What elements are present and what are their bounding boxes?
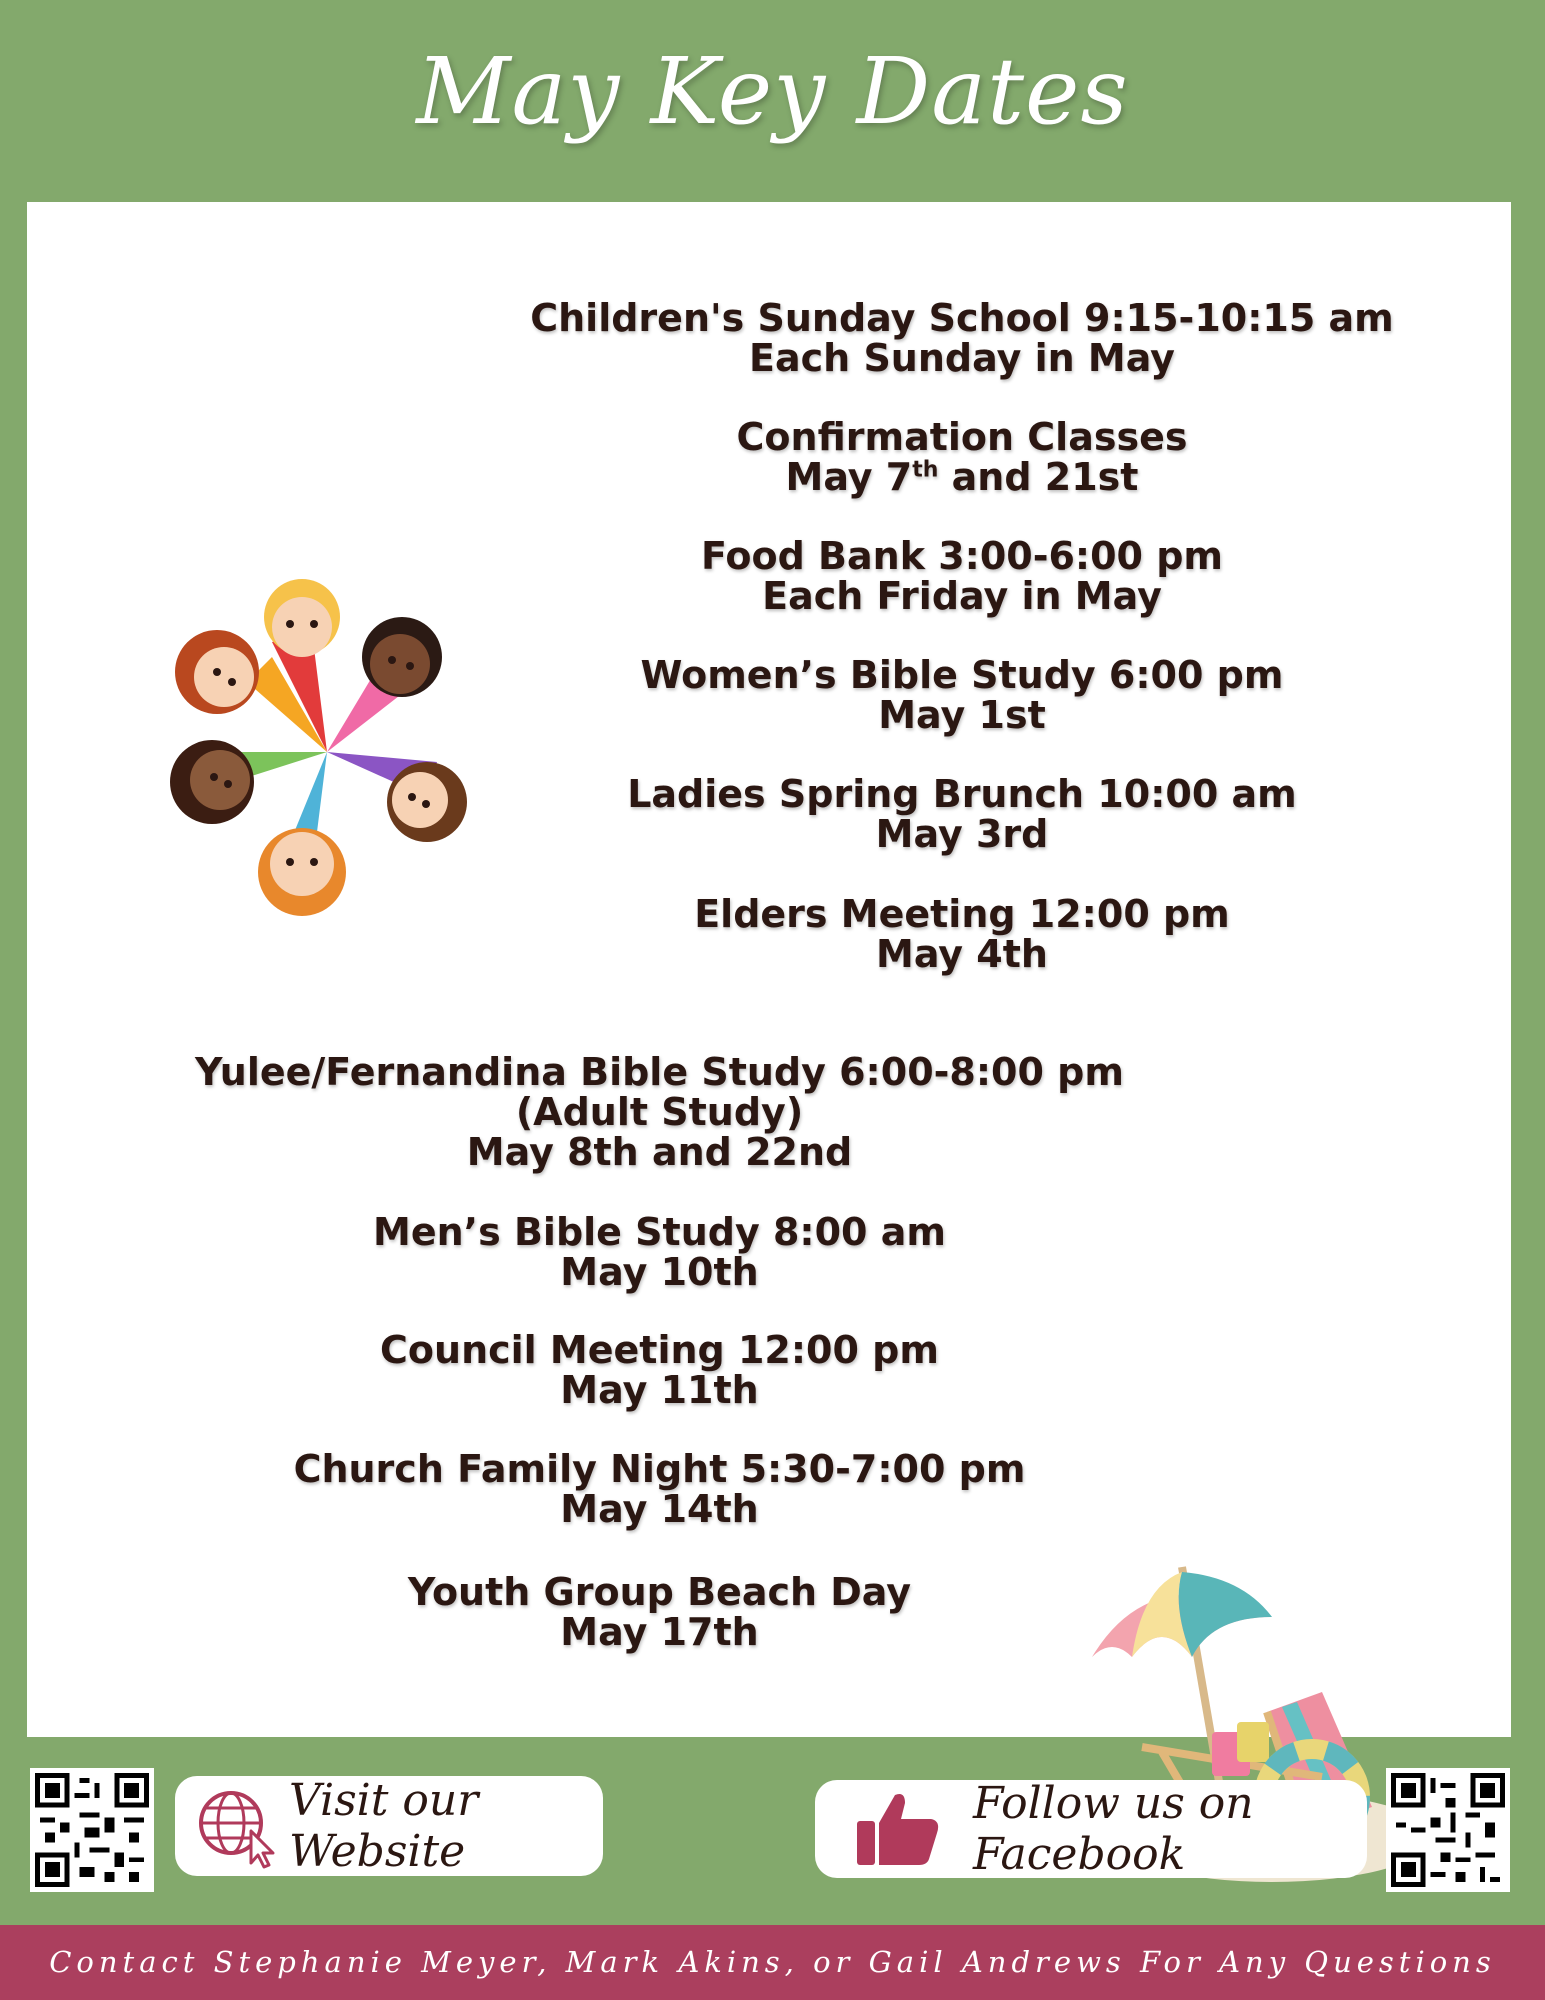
facebook-qr-code[interactable] bbox=[1386, 1768, 1510, 1892]
website-qr-code[interactable] bbox=[30, 1768, 154, 1892]
visit-website-label: Visit our Website bbox=[289, 1775, 479, 1877]
contact-footer: Contact Stephanie Meyer, Mark Akins, or Gail Andrews For Any Questions bbox=[0, 1925, 1545, 2000]
event-mens-bible-study: Men’s Bible Study 8:00 am May 10th bbox=[373, 1210, 946, 1294]
event-elders-meeting: Elders Meeting 12:00 pm May 4th bbox=[694, 892, 1230, 976]
thumbs-up-icon bbox=[853, 1789, 943, 1869]
event-church-family-night: Church Family Night 5:30-7:00 pm May 14th bbox=[293, 1447, 1026, 1531]
page-title: May Key Dates bbox=[416, 38, 1129, 145]
event-confirmation-classes: Confirmation Classes May 7th and 21st bbox=[736, 415, 1188, 499]
globe-cursor-icon bbox=[193, 1783, 279, 1869]
visit-website-button[interactable] bbox=[175, 1776, 603, 1876]
event-ladies-spring-brunch: Ladies Spring Brunch 10:00 am May 3rd bbox=[627, 772, 1297, 856]
event-childrens-sunday-school: Children's Sunday School 9:15-10:15 am Each Sunday in May bbox=[530, 296, 1394, 380]
follow-facebook-button[interactable] bbox=[815, 1780, 1367, 1878]
event-yulee-fernandina-bible-study: Yulee/Fernandina Bible Study 6:00-8:00 pm (Adult Study) May 8th and 22nd bbox=[195, 1050, 1124, 1174]
event-food-bank: Food Bank 3:00-6:00 pm Each Friday in May bbox=[700, 534, 1224, 618]
events-panel bbox=[27, 202, 1511, 1737]
event-youth-group-beach-day: Youth Group Beach Day May 17th bbox=[407, 1570, 912, 1654]
event-council-meeting: Council Meeting 12:00 pm May 11th bbox=[380, 1328, 939, 1412]
follow-facebook-label: Follow us on Facebook bbox=[973, 1778, 1254, 1880]
children-circle-illustration bbox=[162, 572, 492, 932]
event-womens-bible-study: Women’s Bible Study 6:00 pm May 1st bbox=[640, 653, 1284, 737]
